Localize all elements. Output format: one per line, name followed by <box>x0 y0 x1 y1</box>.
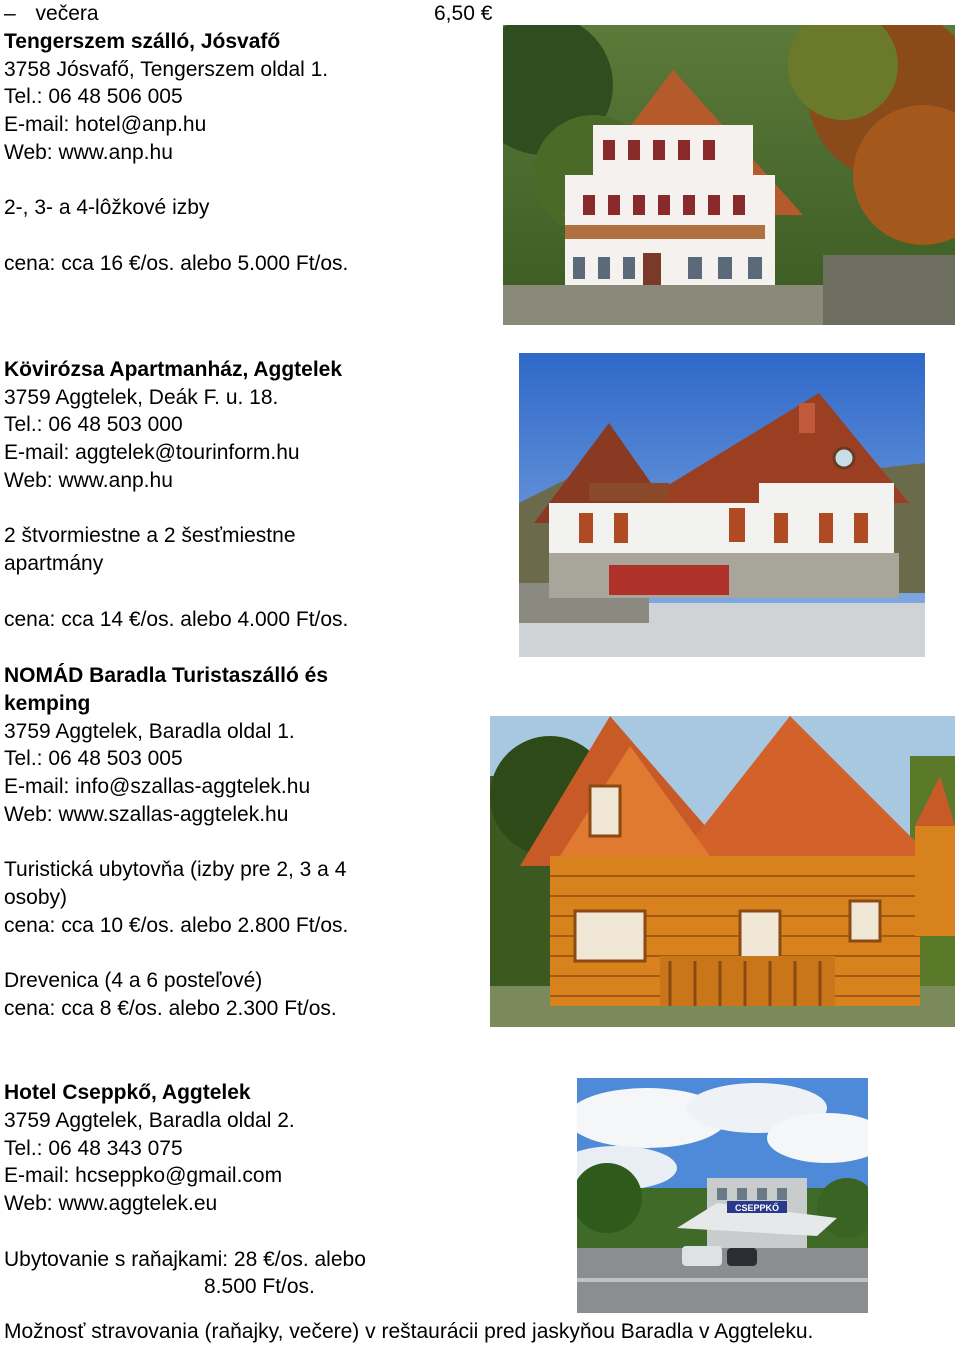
listing-1-price: cena: cca 16 €/os. alebo 5.000 Ft/os. <box>4 252 349 275</box>
listing-3-name-line1: NOMÁD Baradla Turistaszálló és <box>4 664 329 687</box>
hotel-tengerszem-photo <box>503 25 955 325</box>
listing-4-price-line1: Ubytovanie s raňajkami: 28 €/os. alebo <box>4 1248 366 1271</box>
listing-1-email: E-mail: hotel@anp.hu <box>4 113 207 136</box>
listing-4-email: E-mail: hcseppko@gmail.com <box>4 1164 283 1187</box>
listing-4-name: Hotel Cseppkő, Aggtelek <box>4 1081 251 1104</box>
listing-3-type1-line1: Turistická ubytovňa (izby pre 2, 3 a 4 <box>4 858 347 881</box>
listing-3-type2-price: cena: cca 8 €/os. alebo 2.300 Ft/os. <box>4 997 337 1020</box>
listing-4-price-line2: 8.500 Ft/os. <box>204 1275 315 1298</box>
listing-2-email: E-mail: aggtelek@tourinform.hu <box>4 441 300 464</box>
listing-2-web: Web: www.anp.hu <box>4 469 173 492</box>
kovirozsa-apartmanhaz-photo <box>519 353 925 657</box>
top-line-label: večera <box>35 2 99 25</box>
listing-3-tel: Tel.: 06 48 503 005 <box>4 747 183 770</box>
nomad-drevenica-photo <box>490 716 955 1027</box>
listing-3-address: 3759 Aggtelek, Baradla oldal 1. <box>4 720 295 743</box>
listing-3-type1-price: cena: cca 10 €/os. alebo 2.800 Ft/os. <box>4 914 349 937</box>
hotel-cseppko-photo <box>577 1078 868 1313</box>
listing-4-tel: Tel.: 06 48 343 075 <box>4 1137 183 1160</box>
listing-2-name: Kövirózsa Apartmanház, Aggtelek <box>4 358 343 381</box>
listing-4-address: 3759 Aggtelek, Baradla oldal 2. <box>4 1109 295 1132</box>
listing-3-web: Web: www.szallas-aggtelek.hu <box>4 803 289 826</box>
listing-1-tel: Tel.: 06 48 506 005 <box>4 85 183 108</box>
listing-2-address: 3759 Aggtelek, Deák F. u. 18. <box>4 386 279 409</box>
listing-2-tel: Tel.: 06 48 503 000 <box>4 413 183 436</box>
listing-2-rooms-line1: 2 štvormiestne a 2 šesťmiestne <box>4 524 296 547</box>
listing-1-name: Tengerszem szálló, Jósvafő <box>4 30 281 53</box>
listing-3-type2: Drevenica (4 a 6 posteľové) <box>4 969 263 992</box>
listing-3-email: E-mail: info@szallas-aggtelek.hu <box>4 775 311 798</box>
listing-3-name-line2: kemping <box>4 692 91 715</box>
listing-4-web: Web: www.aggtelek.eu <box>4 1192 218 1215</box>
listing-3-type1-line2: osoby) <box>4 886 68 909</box>
top-line <box>4 0 99 28</box>
dash: – <box>4 2 16 25</box>
footer-note: Možnosť stravovania (raňajky, večere) v reštaurácii pred jaskyňou Baradla v Aggteleku. <box>4 1320 814 1343</box>
cseppko-sign: CSEPPKŐ <box>734 1203 780 1213</box>
listing-2-price: cena: cca 14 €/os. alebo 4.000 Ft/os. <box>4 608 349 631</box>
top-line-price: 6,50 € <box>434 2 493 25</box>
listing-1-web: Web: www.anp.hu <box>4 141 173 164</box>
listing-1-rooms: 2-, 3- a 4-lôžkové izby <box>4 196 210 219</box>
listing-1-address: 3758 Jósvafő, Tengerszem oldal 1. <box>4 58 329 81</box>
listing-2-rooms-line2: apartmány <box>4 552 104 575</box>
